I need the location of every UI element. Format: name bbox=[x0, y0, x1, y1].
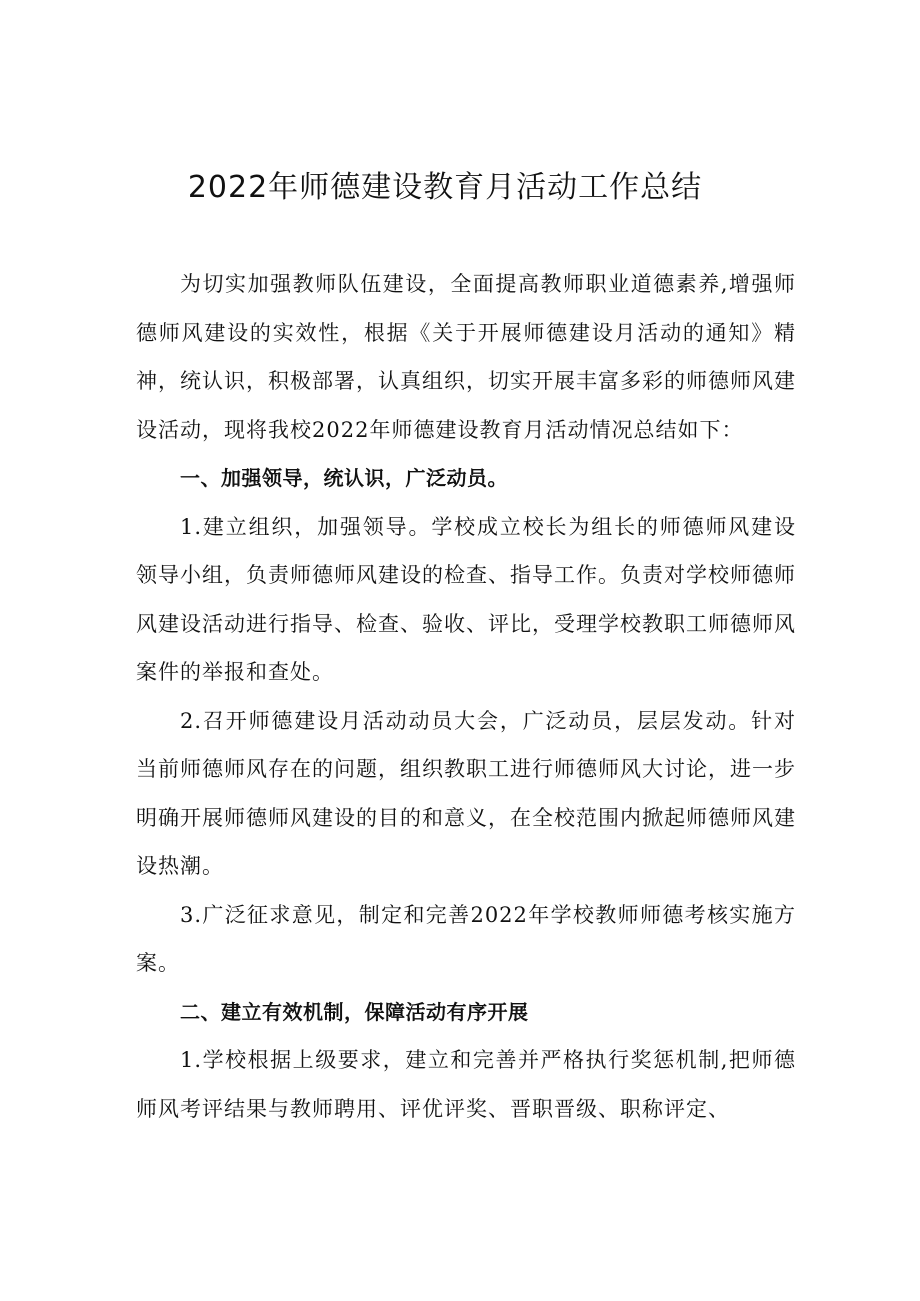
section-1-item-1: 1.建立组织，加强领导。学校成立校长为组长的师德师风建设领导小组，负责师德师风建设的检查、指导工作。负责对学校师德师风建设活动进行指导、检查、验收、评比，受理学校教职工师德师风案件的举报和查处。 bbox=[136, 514, 796, 684]
document-body bbox=[136, 260, 796, 1133]
section-2-item-1: 1.学校根据上级要求，建立和完善并严格执行奖惩机制,把师德师风考评结果与教师聘用、评优评奖、晋职晋级、职称评定、 bbox=[136, 1048, 796, 1121]
section-2-heading: 二、建立有效机制，保障活动有序开展 bbox=[180, 999, 529, 1024]
section-1-item-3: 3.广泛征求意见，制定和完善2022年学校教师师德考核实施方案。 bbox=[136, 902, 796, 975]
section-1-heading: 一、加强领导，统认识，广泛动员。 bbox=[180, 466, 508, 490]
section-1-item-2: 2.召开师德建设月活动动员大会，广泛动员，层层发动。针对当前师德师风存在的问题，组织教职工进行师德师风大讨论，进一步明确开展师德师风建设的目的和意义，在全校范围内掀起师德师风建设热潮。 bbox=[136, 708, 796, 878]
document-title: 2022年师德建设教育月活动工作总结 bbox=[187, 170, 703, 205]
intro-paragraph: 为切实加强教师队伍建设，全面提高教师职业道德素养,增强师德师风建设的实效性，根据《关于开展师德建设月活动的通知》精神，统认识，积极部署，认真组织，切实开展丰富多彩的师德师风建设活动，现将我校2022年师德建设教育月活动情况总结如下： bbox=[136, 272, 796, 442]
